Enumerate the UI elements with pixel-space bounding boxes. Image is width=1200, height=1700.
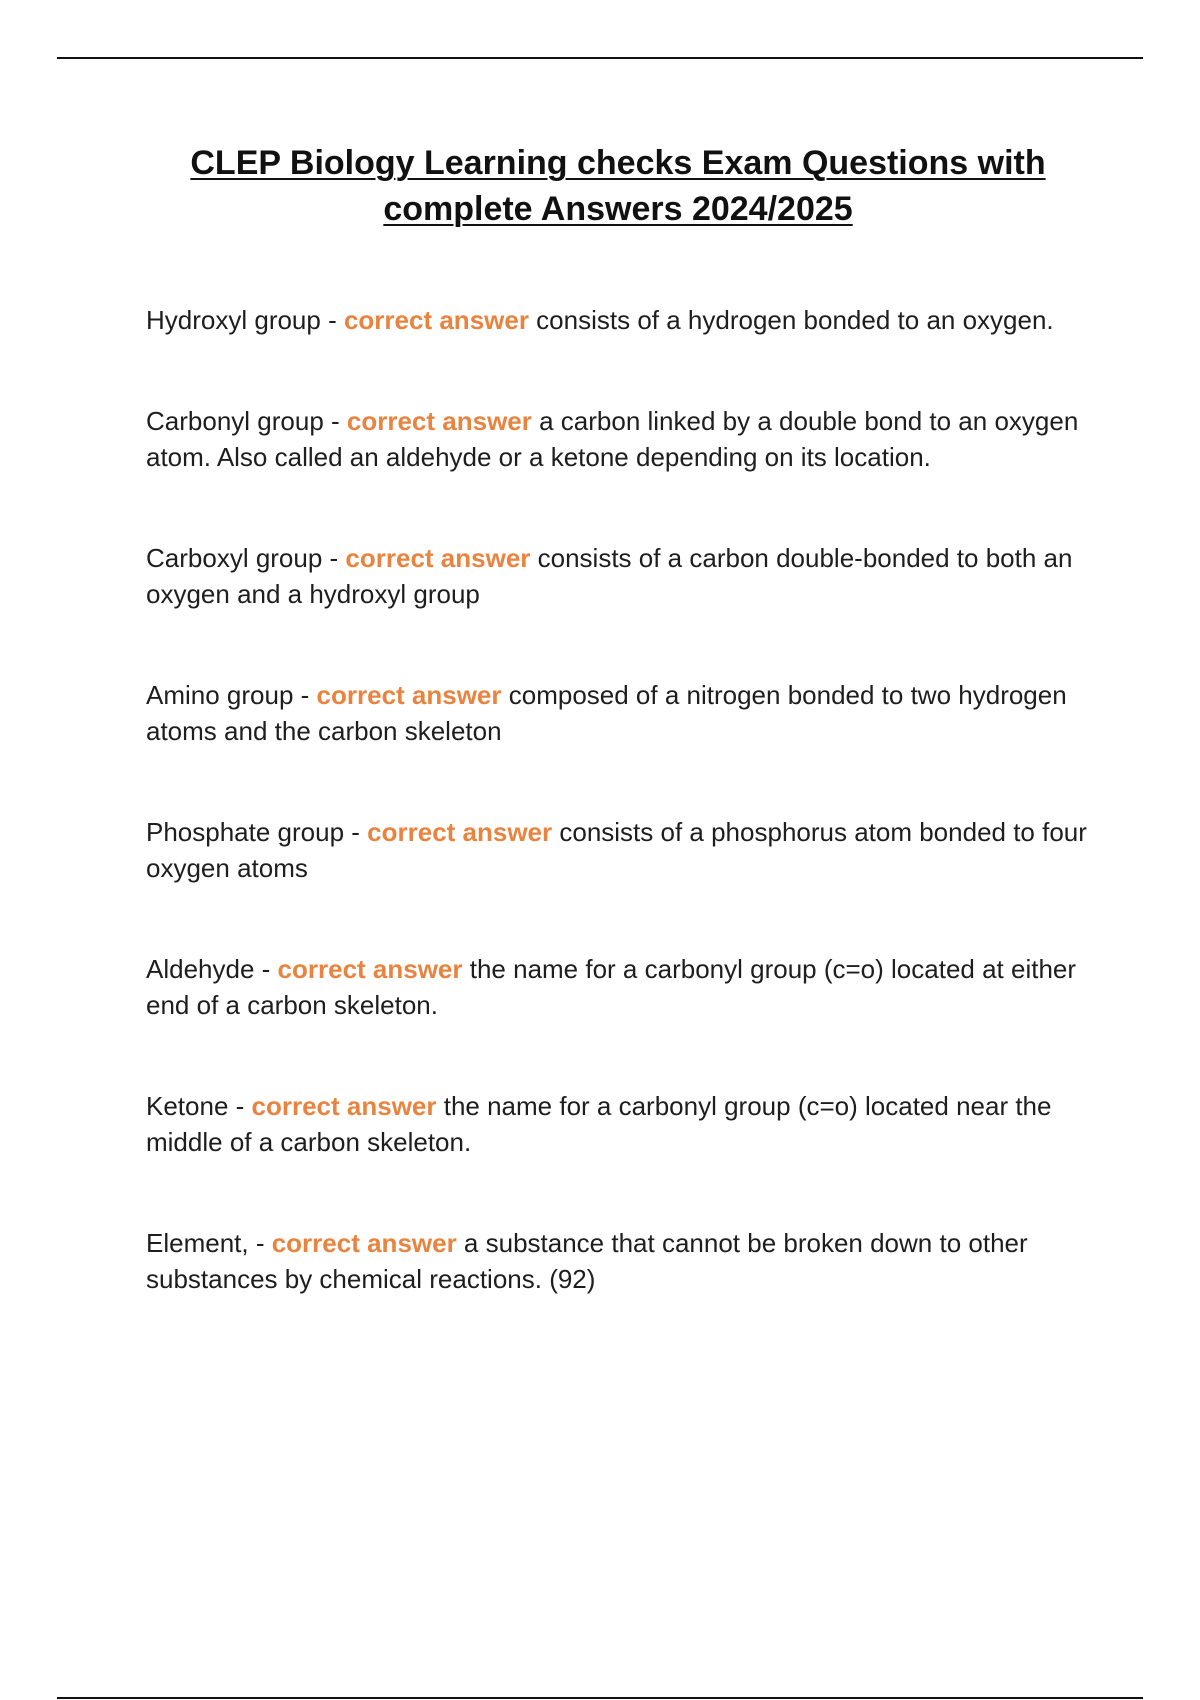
entry-term: Element, - [146,1228,272,1258]
list-item [146,403,1092,475]
entry-term: Ketone - [146,1091,252,1121]
answer-label: correct answer [367,817,553,847]
entry-list [146,302,1092,1362]
entry-term: Carboxyl group - [146,543,346,573]
entry-term: Aldehyde - [146,954,278,984]
answer-label: correct answer [345,543,531,573]
list-item [146,1088,1092,1160]
answer-label: correct answer [316,680,502,710]
entry-definition: the name for a carbonyl group (c=o) located near the middle of a carbon skeleton. [146,1091,1052,1157]
document-title [146,140,1090,232]
entry-definition: composed of a nitrogen bonded to two hydrogen atoms and the carbon skeleton [146,680,1067,746]
list-item [146,677,1092,749]
answer-label: correct answer [251,1091,437,1121]
entry-term: Amino group - [146,680,317,710]
answer-label: correct answer [271,1228,457,1258]
list-item [146,951,1092,1023]
entry-definition: consists of a hydrogen bonded to an oxygen. [528,305,1054,335]
entry-term: Hydroxyl group - [146,305,344,335]
bottom-rule [57,1697,1143,1699]
list-item [146,540,1092,612]
answer-label: correct answer [277,954,463,984]
entry-definition: a carbon linked by a double bond to an oxygen atom. Also called an aldehyde or a ketone depending on its location. [146,406,1079,472]
answer-label: correct answer [343,305,529,335]
list-item [146,1225,1092,1297]
entry-definition: consists of a phosphorus atom bonded to four oxygen atoms [146,817,1087,883]
document-title-text: CLEP Biology Learning checks Exam Questions with complete Answers 2024/2025 [190,144,1046,228]
entry-term: Phosphate group - [146,817,368,847]
entry-definition: consists of a carbon double-bonded to both an oxygen and a hydroxyl group [146,543,1073,609]
list-item [146,302,1092,338]
entry-definition: the name for a carbonyl group (c=o) located at either end of a carbon skeleton. [146,954,1077,1020]
entry-term: Carbonyl group - [146,406,347,436]
top-rule [57,57,1143,59]
list-item [146,814,1092,886]
answer-label: correct answer [346,406,532,436]
entry-definition: a substance that cannot be broken down to other substances by chemical reactions. (92) [146,1228,1028,1294]
